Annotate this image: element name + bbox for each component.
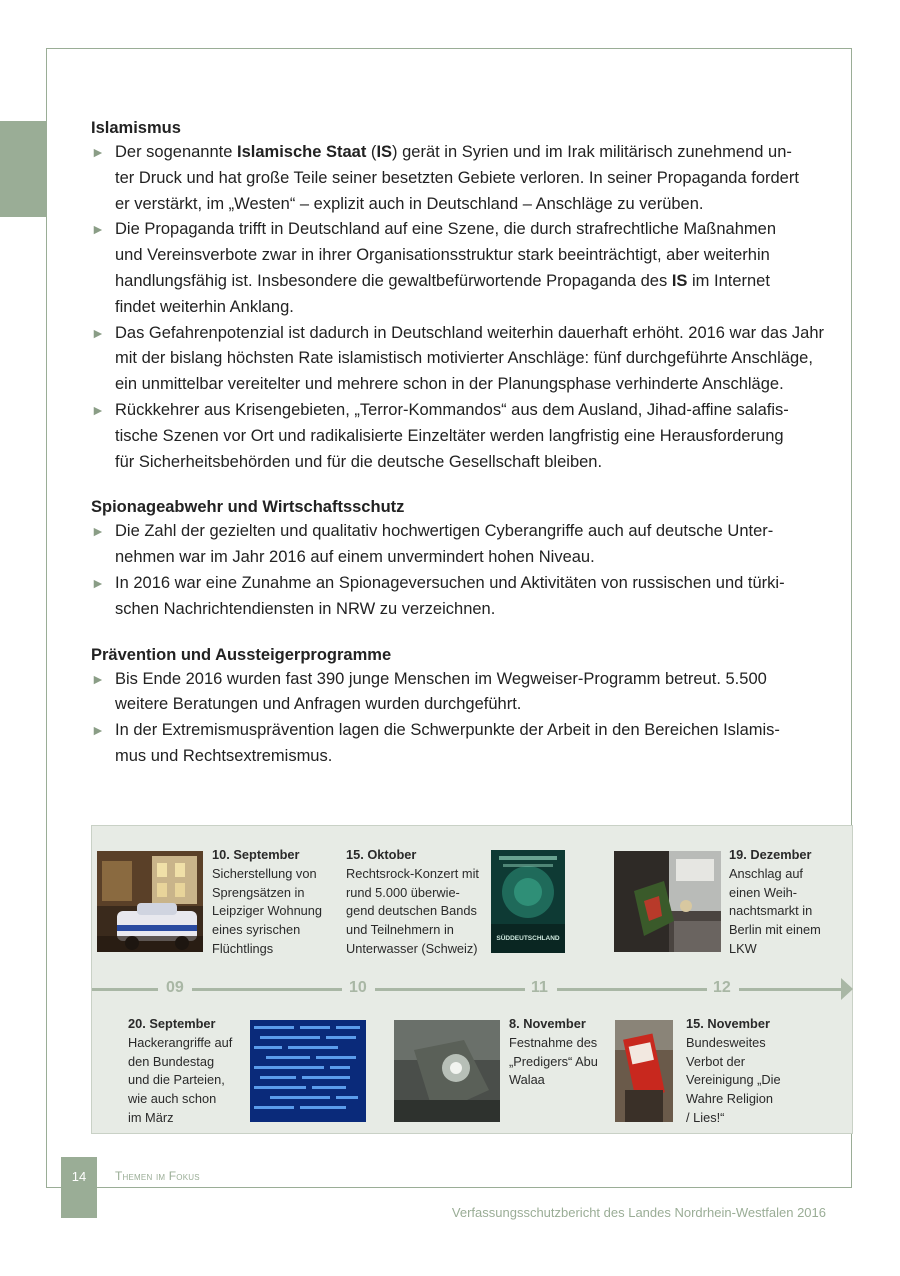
event-nov15	[686, 1015, 781, 1128]
event-line: im März	[128, 1109, 174, 1125]
list-item	[91, 519, 831, 571]
section-title: Prävention und Aussteigerprogramme	[91, 645, 392, 664]
section-title: Islamismus	[91, 119, 181, 137]
text-run: er verstärkt, im „Westen“ – explizit auch in Deutschland – Anschläge zu verüben.	[115, 194, 704, 213]
event-oct15	[346, 846, 479, 959]
bullet-list	[91, 667, 831, 770]
bold-text: IS	[671, 271, 688, 290]
truck-attack-photo	[614, 851, 721, 952]
bullet-arrow-icon: ►	[91, 523, 105, 540]
police-car-photo	[97, 851, 203, 952]
month-label: 11	[531, 979, 548, 996]
text-run: und Vereinsverbote zwar in ihrer Organisationsstruktur stark beeinträchtigt, aber weiterhin	[115, 246, 770, 265]
arrest-photo	[394, 1020, 500, 1122]
list-item	[91, 667, 831, 719]
event-sep10	[212, 846, 322, 959]
event-line: / Lies!“	[686, 1109, 725, 1125]
text-run: nehmen war im Jahr 2016 auf einem unvermindert hohen Niveau.	[115, 548, 595, 567]
text-run: schen Nachrichtendiensten in NRW zu verzeichnen.	[115, 599, 496, 618]
main-content	[91, 116, 831, 790]
axis-segment	[375, 988, 525, 991]
event-line: Vereinigung „Die	[686, 1072, 781, 1088]
event-line: Hackerangriffe auf	[128, 1034, 233, 1050]
event-date: 15. Oktober	[346, 847, 417, 862]
axis-segment	[192, 988, 342, 991]
event-line: Flüchtlings	[212, 940, 274, 956]
event-line: Anschlag auf	[729, 865, 803, 881]
list-item	[91, 140, 831, 217]
text-run: In der Extremismusprävention lagen die Schwerpunkte der Arbeit in den Bereichen Islamis-	[115, 721, 780, 740]
text-run: Der sogenannte	[115, 143, 238, 161]
leaflet-photo	[615, 1020, 673, 1122]
month-label: 12	[713, 979, 731, 996]
text-run: tische Szenen vor Ort und radikalisierte Einzeltäter werden langfristig eine Herausforderung	[115, 426, 784, 445]
list-item	[91, 398, 831, 475]
event-line: und die Parteien,	[128, 1072, 225, 1088]
event-sep20	[128, 1015, 232, 1128]
bullet-arrow-icon: ►	[91, 722, 105, 739]
event-date: 15. November	[686, 1016, 770, 1031]
text-run: Bis Ende 2016 wurden fast 390 junge Menschen im Wegweiser-Programm betreut. 5.500	[115, 669, 767, 688]
bullet-arrow-icon: ►	[91, 144, 105, 160]
event-line: und Teilnehmern in	[346, 922, 454, 938]
event-line: Berlin mit einem	[729, 922, 821, 938]
event-line: Sprengsätzen in	[212, 884, 305, 900]
event-dec19	[729, 846, 821, 959]
event-line: rund 5.000 überwie-	[346, 884, 460, 900]
text-run: In 2016 war eine Zunahme an Spionageversuchen und Aktivitäten von russischen und türki-	[115, 573, 785, 592]
side-tab	[0, 121, 46, 217]
event-line: Sicherstellung von	[212, 865, 317, 881]
event-date: 20. September	[128, 1016, 216, 1031]
axis-segment	[557, 988, 707, 991]
event-line: LKW	[729, 940, 757, 956]
timeline-axis	[92, 979, 852, 996]
publication-title: Verfassungsschutzbericht des Landes Nordrhein-Westfalen 2016	[451, 1205, 826, 1220]
bold-text: IS	[376, 143, 393, 161]
text-run: im Internet	[687, 271, 770, 290]
section-praevention	[91, 643, 831, 770]
page-number: 14	[61, 1157, 97, 1218]
event-line: Festnahme des	[509, 1034, 598, 1050]
event-date: 10. September	[212, 847, 300, 862]
text-run: Rückkehrer aus Krisengebieten, „Terror-Kommandos“ aus dem Ausland, Jihad-affine salafis-	[115, 400, 789, 419]
event-line: den Bundestag	[128, 1053, 215, 1069]
section-spionageabwehr	[91, 495, 831, 622]
text-run: für Sicherheitsbehörden und für die deutsche Gesellschaft bleiben.	[115, 452, 603, 471]
list-item	[91, 718, 831, 770]
event-line: nachtsmarkt in	[729, 903, 813, 919]
text-run: mit der bislang höchsten Rate islamistisch motivierter Anschläge: fünf durchgeführte Anschläge,	[115, 349, 813, 368]
bullet-arrow-icon: ►	[91, 574, 105, 591]
bullet-list	[91, 140, 831, 475]
code-screen-photo	[250, 1020, 366, 1122]
event-line: wie auch schon	[128, 1091, 217, 1107]
event-line: Wahre Religion	[686, 1091, 774, 1107]
month-label: 09	[166, 979, 184, 996]
event-line: gend deutschen Bands	[346, 903, 477, 919]
text-run: handlungsfähig ist. Insbesondere die gewaltbefürwortende Propaganda des	[115, 271, 672, 290]
text-run: Die Zahl der gezielten und qualitativ hochwertigen Cyberangriffe auch auf deutsche Unter-	[115, 522, 774, 541]
text-run: ein unmittelbar vereitelter und mehrere schon in der Planungsphase verhinderte Anschläge.	[115, 375, 784, 394]
list-item	[91, 217, 831, 320]
month-label: 10	[349, 979, 367, 996]
section-islamismus	[91, 116, 831, 475]
bullet-arrow-icon: ►	[91, 401, 105, 418]
text-run: Die Propaganda trifft in Deutschland auf eine Szene, die durch strafrechtliche Maßnahmen	[115, 220, 776, 239]
event-line: eines syrischen	[212, 922, 301, 938]
list-item	[91, 321, 831, 398]
timeline	[91, 825, 853, 1134]
text-run: ter Druck und hat große Teile seiner besetzten Gebiete verloren. In seiner Propaganda fordert	[115, 168, 799, 187]
bullet-list	[91, 519, 831, 622]
bullet-arrow-icon: ►	[91, 324, 105, 341]
event-line: Rechtsrock-Konzert mit	[346, 865, 479, 881]
event-line: Unterwasser (Schweiz)	[346, 940, 478, 956]
text-run: weitere Beratungen und Anfragen wurden durchgeführt.	[115, 695, 522, 714]
list-item	[91, 571, 831, 623]
event-line: „Predigers“ Abu	[509, 1053, 598, 1069]
axis-arrow-icon	[841, 978, 853, 1000]
cd-cover-photo	[491, 850, 565, 953]
text-run: Das Gefahrenpotenzial ist dadurch in Deutschland weiterhin dauerhaft erhöht. 2016 war das Jahr	[115, 323, 825, 342]
axis-segment	[739, 988, 841, 991]
bullet-arrow-icon: ►	[91, 221, 105, 238]
event-line: Verbot der	[686, 1053, 746, 1069]
event-line: einen Weih-	[729, 884, 798, 900]
event-date: 8. November	[509, 1016, 586, 1031]
text-run: ) gerät in Syrien und im Irak militärisch zunehmend un-	[392, 143, 792, 161]
text-run: findet weiterhin Anklang.	[115, 297, 294, 316]
axis-segment	[92, 988, 158, 991]
section-title: Spionageabwehr und Wirtschaftsschutz	[91, 498, 405, 517]
chapter-title: Themen im Fokus	[115, 1169, 200, 1183]
event-line: Leipziger Wohnung	[212, 903, 323, 919]
cd-cover-text: SÜDDEUTSCHLAND	[496, 935, 560, 942]
event-line: Walaa	[509, 1072, 545, 1088]
bold-text: Islamische Staat	[237, 143, 367, 161]
event-line: Bundesweites	[686, 1034, 766, 1050]
event-date: 19. Dezember	[729, 847, 812, 862]
text-run: mus und Rechtsextremismus.	[115, 746, 333, 765]
text-run: (	[366, 143, 377, 161]
event-nov8	[509, 1015, 598, 1090]
bullet-arrow-icon: ►	[91, 670, 105, 687]
